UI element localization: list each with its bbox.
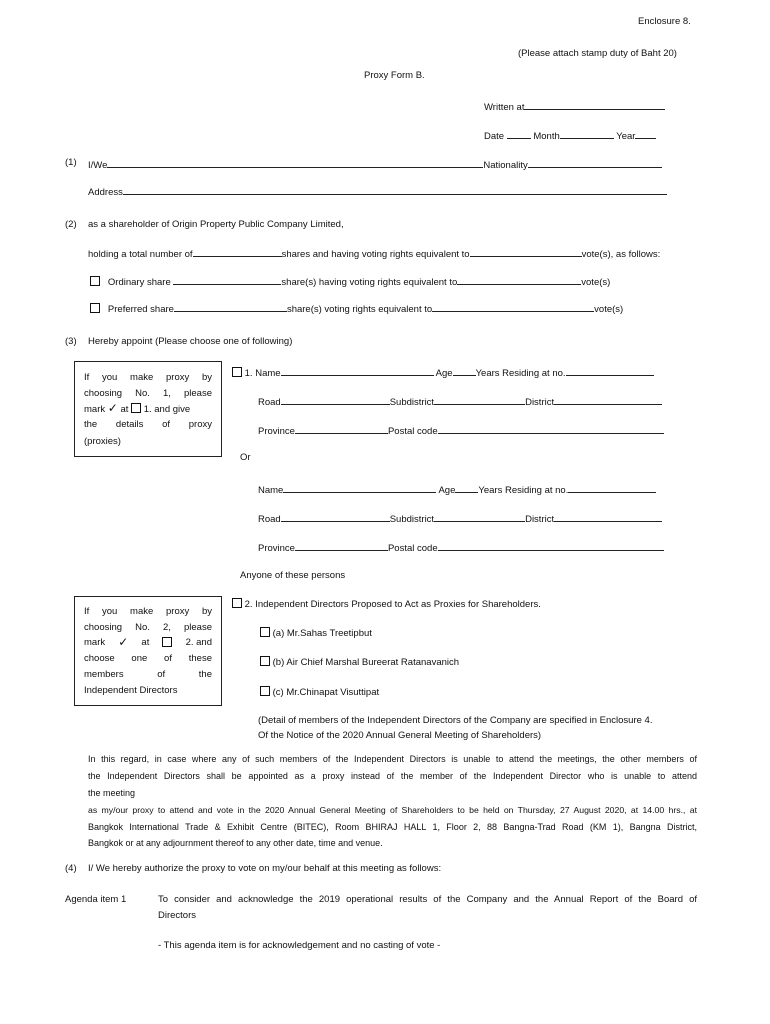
proxy2-name-field[interactable]: [283, 482, 436, 493]
proxy2-name-row: [258, 482, 656, 496]
section4-number: (4): [65, 863, 77, 874]
total-shares-field[interactable]: [193, 246, 282, 257]
proxy2-subdistrict-field[interactable]: [434, 511, 525, 522]
enclosure-label: Enclosure 8.: [638, 16, 691, 27]
note2-line1: If you make proxy by: [84, 606, 212, 617]
proxy-line3: Bangkok or at any adjournment thereof to any other date, time and venue.: [88, 838, 383, 848]
section2-number: (2): [65, 219, 77, 230]
note1-mark: mark: [84, 404, 106, 415]
date-row: [484, 128, 656, 142]
proxy1-road-label: Road: [258, 397, 281, 408]
proxy1-province-label: Province: [258, 426, 295, 437]
director-c-row: [260, 686, 379, 698]
note1-at: at: [120, 404, 129, 415]
nationality-field[interactable]: [528, 157, 662, 168]
written-at-row: [484, 99, 665, 113]
proxy1-age-label: Age: [435, 368, 453, 379]
note-box-option2: [74, 596, 222, 706]
checkbox-icon: [131, 403, 141, 413]
director-a-row: [260, 627, 372, 639]
note1-line4: the details of proxy: [84, 419, 212, 430]
company-name: Origin Property Public Company Limited,: [171, 219, 344, 230]
note1-line5: (proxies): [84, 436, 121, 447]
preferred-share-checkbox[interactable]: [90, 303, 100, 313]
proxy1-province-field[interactable]: [295, 423, 388, 434]
anyone-label: Anyone of these persons: [240, 570, 346, 581]
proxy1-residing-label: Years Residing at no.: [475, 368, 566, 379]
proxy2-address-no-field[interactable]: [568, 482, 656, 493]
preferred-row: [90, 301, 623, 315]
director-b-checkbox[interactable]: [260, 656, 270, 666]
proxy2-age-label: Age: [438, 485, 456, 496]
preferred-label: Preferred share: [107, 304, 174, 315]
written-at-field[interactable]: [524, 99, 665, 110]
section3-number: (3): [65, 336, 77, 347]
option2-checkbox[interactable]: [232, 598, 242, 608]
iwe-field[interactable]: [107, 157, 483, 168]
proxy-line1: as my/our proxy to attend and vote in the 2020 Annual General Meeting of Shareholders to be held on Thursday, 27 August 2020, at 14.00 hrs., at: [88, 805, 697, 815]
detail-line2: Of the Notice of the 2020 Annual General Meeting of Shareholders): [258, 730, 542, 741]
agenda-text-line1: To consider and acknowledge the 2019 operational results of the Company and the Annual Report of the Board of: [158, 894, 697, 905]
month-label: Month: [533, 131, 560, 142]
checkbox-icon: [162, 637, 172, 647]
iwe-row: [88, 157, 662, 171]
director-c-label: (c) Mr.Chinapat Visuttipat: [272, 687, 380, 698]
ordinary-votes-field[interactable]: [457, 274, 581, 285]
preferred-rights-label: share(s) voting rights equivalent to: [286, 304, 433, 315]
or-label: Or: [240, 452, 251, 463]
director-a-label: (a) Mr.Sahas Treetipbut: [272, 628, 372, 639]
form-title: Proxy Form B.: [364, 70, 425, 81]
date-label: Date: [484, 131, 505, 142]
shareholder-row: [88, 219, 344, 230]
date-field[interactable]: [507, 128, 531, 139]
proxy1-subdistrict-label: Subdistrict: [389, 397, 435, 408]
proxy2-district-label: District: [525, 514, 555, 525]
option1-label: 1. Name: [244, 368, 281, 379]
shares-rights-label: shares and having voting rights equivalent to: [281, 249, 470, 260]
ordinary-row: [90, 274, 610, 288]
director-c-checkbox[interactable]: [260, 686, 270, 696]
checkmark-icon: ✓: [118, 635, 129, 649]
address-row: [88, 184, 667, 198]
year-field[interactable]: [635, 128, 656, 139]
preferred-shares-field[interactable]: [174, 301, 287, 312]
proxy-line2: Bangkok International Trade & Exhibit Centre (BITEC), Room BHIRAJ HALL 1, Floor 2, 88 Bangna-Trad Road (KM 1), Bangna District,: [88, 822, 697, 832]
month-field[interactable]: [560, 128, 614, 139]
proxy1-subdistrict-field[interactable]: [434, 394, 525, 405]
holding-row: [88, 246, 660, 260]
ordinary-share-checkbox[interactable]: [90, 276, 100, 286]
proxy1-postal-field[interactable]: [438, 423, 664, 434]
proxy2-residing-label: Years Residing at no.: [478, 485, 569, 496]
proxy1-postal-label: Postal code: [387, 426, 438, 437]
note1-line3: [84, 401, 190, 415]
ordinary-rights-label: share(s) having voting rights equivalent to: [281, 277, 458, 288]
proxy2-road-row: [258, 511, 662, 525]
proxy2-road-label: Road: [258, 514, 281, 525]
note1-line2: choosing No. 1, please: [84, 388, 212, 399]
regard-line2: the Independent Directors shall be appointed as a proxy instead of the member of the Independent Director who is unable to attend: [88, 771, 697, 781]
address-field[interactable]: [123, 184, 667, 195]
proxy2-postal-label: Postal code: [387, 543, 438, 554]
proxy1-road-row: [258, 394, 662, 408]
proxy2-subdistrict-label: Subdistrict: [389, 514, 435, 525]
regard-line1: In this regard, in case where any of such members of the Independent Directors is unable to attend the meetings, the other members of: [88, 754, 697, 764]
proxy2-road-field[interactable]: [281, 511, 390, 522]
proxy1-province-row: [258, 423, 664, 437]
option1-checkbox[interactable]: [232, 367, 242, 377]
note-box-option1: [74, 361, 222, 457]
address-label: Address: [88, 187, 123, 198]
agenda-label: Agenda item 1: [65, 894, 127, 905]
regard-line3: the meeting: [88, 788, 136, 798]
proxy2-name-label: Name: [258, 485, 284, 496]
note2-line2: choosing No. 2, please: [84, 622, 212, 633]
proxy1-district-label: District: [525, 397, 555, 408]
proxy1-address-no-field[interactable]: [566, 365, 654, 376]
director-a-checkbox[interactable]: [260, 627, 270, 637]
written-at-label: Written at: [484, 102, 525, 113]
note2-at: at: [141, 636, 150, 648]
holding-label: holding a total number of: [88, 249, 193, 260]
note1-line1: If you make proxy by: [84, 372, 212, 383]
proxy2-district-field[interactable]: [554, 511, 662, 522]
director-b-label: (b) Air Chief Marshal Bureerat Ratanavanich: [272, 657, 460, 668]
preferred-votes-field[interactable]: [432, 301, 594, 312]
note2-line3: [84, 635, 212, 649]
proxy1-district-field[interactable]: [554, 394, 662, 405]
ordinary-label: Ordinary share: [107, 277, 171, 288]
ordinary-votes-label: vote(s): [581, 277, 611, 288]
note2-mark: mark: [84, 636, 106, 648]
checkmark-icon: ✓: [107, 401, 118, 415]
note2-and: 2. and: [185, 636, 212, 648]
option2-label: 2. Independent Directors Proposed to Act as Proxies for Shareholders.: [244, 599, 541, 610]
total-votes-field[interactable]: [470, 246, 582, 257]
proxy1-road-field[interactable]: [281, 394, 390, 405]
proxy2-province-row: [258, 540, 664, 554]
option1-name-row: [232, 365, 654, 379]
proxy1-age-field[interactable]: [453, 365, 476, 376]
director-b-row: [260, 656, 459, 668]
ordinary-shares-field[interactable]: [173, 274, 281, 285]
stamp-note: (Please attach stamp duty of Baht 20): [518, 48, 677, 59]
option2-row: [232, 598, 541, 610]
iwe-label: I/We: [88, 160, 108, 171]
note2-line6: Independent Directors: [84, 685, 178, 696]
shareholder-prefix: as a shareholder of: [88, 219, 170, 230]
proxy2-age-field[interactable]: [455, 482, 478, 493]
preferred-votes-label: vote(s): [594, 304, 624, 315]
section4-text: I/ We hereby authorize the proxy to vote on my/our behalf at this meeting as follows:: [88, 863, 442, 874]
nationality-label: Nationality: [483, 160, 528, 171]
agenda-note: - This agenda item is for acknowledgement and no casting of vote -: [158, 940, 441, 951]
proxy2-postal-field[interactable]: [438, 540, 664, 551]
proxy2-province-label: Province: [258, 543, 295, 554]
appoint-label: Hereby appoint (Please choose one of following): [88, 336, 293, 347]
year-label: Year: [616, 131, 636, 142]
votes-follows-label: vote(s), as follows:: [581, 249, 661, 260]
section1-number: (1): [65, 157, 77, 168]
note2-line5: members of the: [84, 669, 212, 680]
note1-give: 1. and give: [143, 404, 191, 415]
proxy1-name-field[interactable]: [281, 365, 434, 376]
agenda-text-line2: Directors: [158, 910, 197, 921]
proxy2-province-field[interactable]: [295, 540, 388, 551]
detail-line1: (Detail of members of the Independent Directors of the Company are specified in Enclosure 4.: [258, 715, 653, 726]
note2-line4: choose one of these: [84, 653, 212, 664]
